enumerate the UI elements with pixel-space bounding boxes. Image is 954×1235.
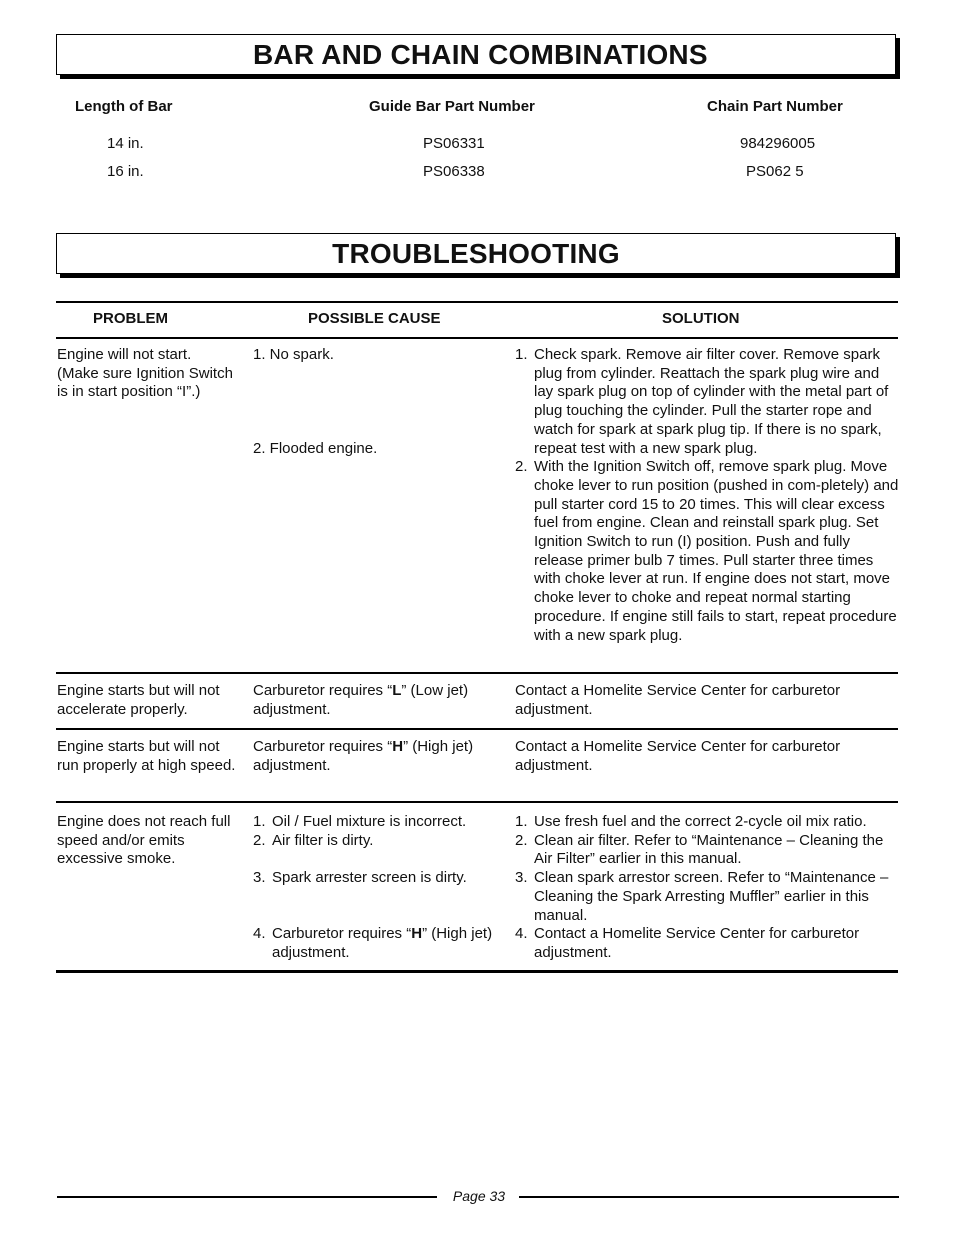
chain-part-cell: 984296005 (740, 135, 816, 152)
item-number: 1. (515, 813, 528, 830)
footer-rule-right (519, 1196, 899, 1198)
cause-list (253, 813, 503, 963)
item-number: 2. (515, 458, 528, 476)
problem-text: Engine starts but will not run properly at high speed. (57, 738, 236, 774)
solution-item (515, 925, 899, 962)
guide-bar-part-cell: PS06331 (423, 135, 485, 152)
item-number: 2. (515, 831, 528, 849)
bar-length-cell: 16 in. (107, 163, 144, 180)
solution-item (515, 458, 899, 645)
troubleshooting-title-box (56, 233, 896, 274)
header-rule (56, 337, 898, 339)
chain-part-cell: PS062 5 (746, 163, 804, 180)
table-top-rule (56, 301, 898, 303)
cause-pre: Carburetor requires “ (272, 925, 412, 943)
header-length-of-bar: Length of Bar (75, 98, 173, 115)
cause-item (253, 925, 503, 962)
cause-item (253, 813, 503, 832)
item-number: 4. (253, 925, 266, 943)
spacer (253, 906, 503, 925)
spacer (253, 888, 503, 907)
problem-text: Engine will not start. (Make sure Ignition Switch is in start position “I”.) (57, 346, 233, 401)
footer-rule-left (57, 1196, 437, 1198)
row-rule (56, 801, 898, 803)
cause-post: ” (Low jet) adjustment. (253, 682, 469, 718)
solution-text: Check spark. Remove air filter cover. Remove spark plug from cylinder. Reattach the spark plug wire and lay spark plug on top of cylinder with the metal part of plug touching the cylinder. Pull the starter rope and watch for spark at spark plug tip. If there is no spark, repeat test with a new spark plug. (534, 346, 889, 457)
item-number: 1. (515, 346, 528, 363)
problem-text: Engine starts but will not accelerate properly. (57, 682, 220, 718)
row-rule (56, 672, 898, 674)
cause-text (253, 682, 503, 719)
header-guide-bar-part-number: Guide Bar Part Number (369, 98, 535, 115)
header-problem: PROBLEM (93, 310, 168, 327)
bar-chain-title: BAR AND CHAIN COMBINATIONS (253, 38, 708, 70)
cause-text (253, 738, 503, 775)
page-number: Page 33 (452, 1188, 506, 1204)
cause-text: Spark arrester screen is dirty. (272, 869, 467, 887)
cause-jet-letter: L (392, 682, 402, 699)
solution-text: Clean spark arrestor screen. Refer to “Maintenance – Cleaning the Spark Arresting Muffler” earlier in this manual. (534, 869, 889, 924)
item-number: 1. (253, 813, 266, 830)
cause-post: ” (High jet) adjustment. (253, 738, 474, 774)
solution-item (515, 346, 899, 458)
solution-list (515, 813, 899, 963)
cause-text (272, 925, 492, 961)
solution-text: Contact a Homelite Service Center for carburetor adjustment. (515, 738, 841, 774)
row-rule (56, 728, 898, 730)
solution-item (515, 832, 899, 869)
cause-text: Air filter is dirty. (272, 831, 374, 849)
cause-text: Oil / Fuel mixture is incorrect. (272, 813, 467, 830)
problem-text: Engine does not reach full speed and/or emits excessive smoke. (57, 813, 231, 868)
header-solution: SOLUTION (662, 310, 740, 327)
header-possible-cause: POSSIBLE CAUSE (308, 310, 441, 327)
item-number: 4. (515, 925, 528, 943)
bar-length-cell: 14 in. (107, 135, 144, 152)
solution-text: Contact a Homelite Service Center for carburetor adjustment. (515, 682, 841, 718)
guide-bar-part-cell: PS06338 (423, 163, 485, 180)
solution-item (515, 869, 899, 925)
cause-jet-letter: H (411, 925, 423, 943)
bar-chain-title-box (56, 34, 896, 75)
cause-item (253, 832, 503, 851)
troubleshooting-title: TROUBLESHOOTING (332, 237, 620, 269)
table-bottom-rule (56, 970, 898, 973)
cause-text: 1. No spark. (253, 346, 334, 363)
cause-post: ” (High jet) adjustment. (272, 925, 493, 961)
item-number: 3. (515, 869, 528, 887)
cause-item (253, 869, 503, 888)
item-number: 3. (253, 869, 266, 887)
spacer (253, 850, 503, 869)
solution-list (515, 346, 899, 645)
cause-pre: Carburetor requires “ (253, 682, 393, 699)
cause-pre: Carburetor requires “ (253, 738, 393, 755)
solution-item (515, 813, 899, 832)
solution-text: With the Ignition Switch off, remove spark plug. Move choke lever to run position (pushed in com-pletely) and pull starter cord 15 to 20 times. This will clear excess fuel from engine. Clean and reinstall spark plug. Set Ignition Switch to run (I) position. Push and fully release primer bulb 7 times. Pull starter three times with choke lever at run. If engine does not start, move choke lever to choke and repeat normal starting procedure. If engine still fails to start, repeat procedure with a new spark plug. (534, 458, 899, 644)
solution-text: Contact a Homelite Service Center for carburetor adjustment. (534, 925, 860, 961)
cause-jet-letter: H (392, 738, 404, 755)
item-number: 2. (253, 831, 266, 849)
solution-text: Clean air filter. Refer to “Maintenance – Cleaning the Air Filter” earlier in this manual. (534, 831, 884, 868)
header-chain-part-number: Chain Part Number (707, 98, 843, 115)
cause-text: 2. Flooded engine. (253, 440, 378, 457)
solution-text: Use fresh fuel and the correct 2-cycle oil mix ratio. (534, 813, 867, 830)
